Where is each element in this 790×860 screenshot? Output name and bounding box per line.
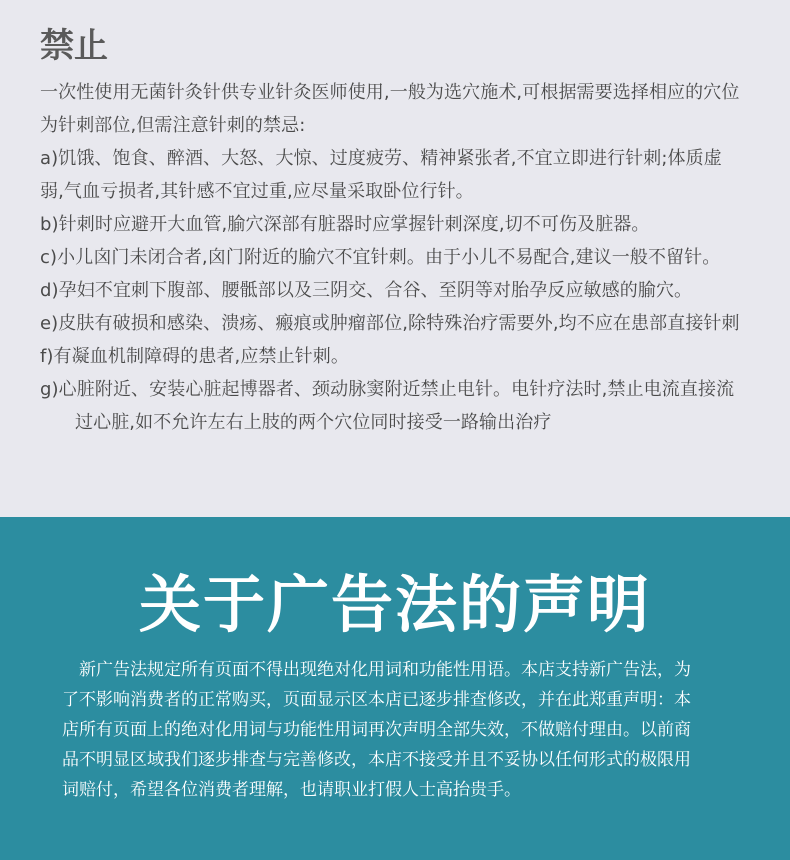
prohibition-line: 为针刺部位,但需注意针刺的禁忌:	[40, 115, 306, 136]
prohibition-line: 弱,气血亏损者,其针感不宜过重,应尽量采取卧位行针。	[40, 181, 474, 202]
ad-law-line: 词赔付，希望各位消费者理解，也请职业打假人士高抬贵手。	[62, 780, 521, 800]
ad-law-title: 关于广告法的声明	[138, 568, 651, 641]
prohibition-line: e)皮肤有破损和感染、溃疡、瘢痕或肿瘤部位,除特殊治疗需要外,均不应在患部直接针刺	[40, 313, 740, 334]
prohibition-line: f)有凝血机制障碍的患者,应禁止针刺。	[40, 346, 349, 367]
prohibition-title: 禁止	[40, 26, 108, 66]
prohibition-body	[40, 76, 760, 439]
ad-law-section	[0, 517, 790, 860]
ad-law-line: 新广告法规定所有页面不得出现绝对化用词和功能性用语。本店支持新广告法，为	[62, 660, 691, 680]
ad-law-body	[62, 655, 734, 805]
prohibition-line: c)小儿囟门未闭合者,囟门附近的腧穴不宜针刺。由于小儿不易配合,建议一般不留针。	[40, 247, 721, 268]
prohibition-line: d)孕妇不宜刺下腹部、腰骶部以及三阴交、合谷、至阴等对胎孕反应敏感的腧穴。	[40, 280, 693, 301]
prohibition-line: g)心脏附近、安装心脏起博器者、颈动脉窦附近禁止电针。电针疗法时,禁止电流直接流	[40, 379, 735, 400]
ad-law-line: 了不影响消费者的正常购买，页面显示区本店已逐步排查修改，并在此郑重声明：本	[62, 690, 691, 710]
prohibition-line: b)针刺时应避开大血管,腧穴深部有脏器时应掌握针刺深度,切不可伤及脏器。	[40, 214, 650, 235]
ad-law-line: 品不明显区域我们逐步排查与完善修改，本店不接受并且不妥协以任何形式的极限用	[62, 750, 691, 770]
prohibition-line: 一次性使用无菌针灸针供专业针灸医师使用,一般为选穴施术,可根据需要选择相应的穴位	[40, 82, 740, 103]
prohibition-line: a)饥饿、饱食、醉酒、大怒、大惊、过度疲劳、精神紧张者,不宜立即进行针刺;体质虚	[40, 148, 722, 169]
ad-law-line: 店所有页面上的绝对化用词与功能性用词再次声明全部失效，不做赔付理由。以前商	[62, 720, 691, 740]
prohibition-line: 过心脏,如不允许左右上肢的两个穴位同时接受一路输出治疗	[75, 412, 552, 433]
